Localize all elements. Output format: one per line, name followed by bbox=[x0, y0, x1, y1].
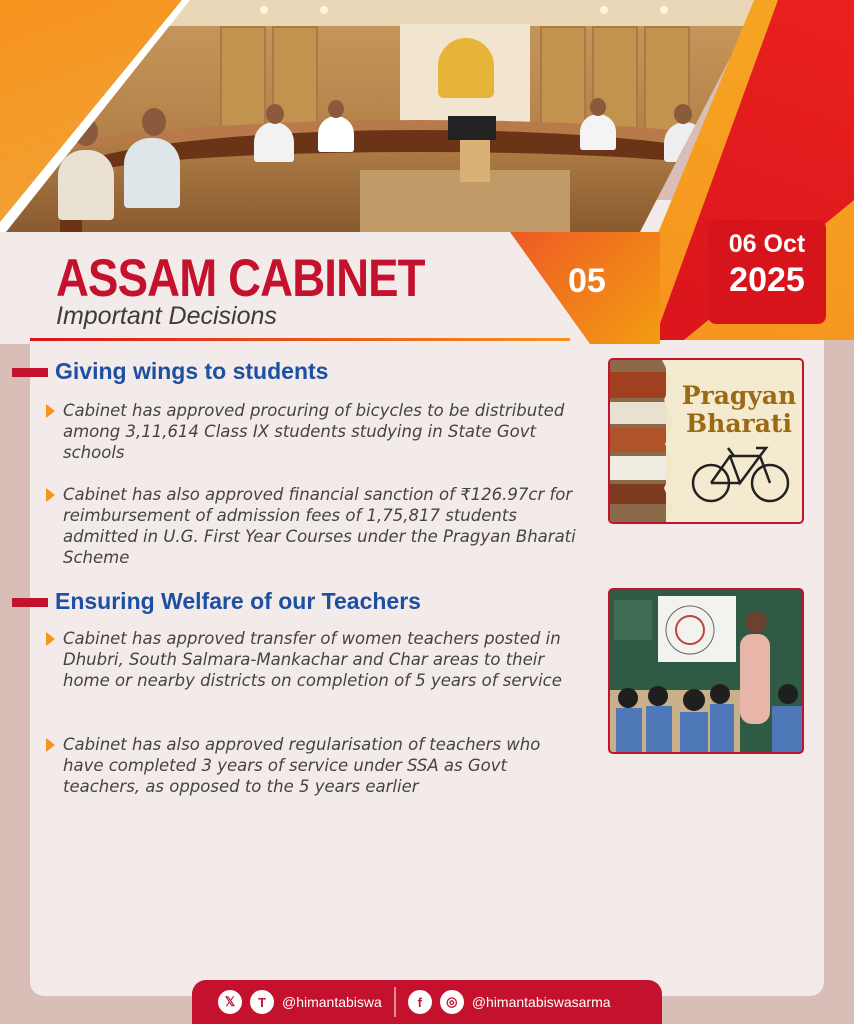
bullet-text: Cabinet has approved procuring of bicycles to be distributed among 3,11,614 Class IX students studying in State Govt schools bbox=[63, 401, 565, 462]
image-caption-line1: Pragyan bbox=[681, 381, 797, 410]
page-title: ASSAM CABINET bbox=[56, 249, 425, 308]
bullet-arrow-icon bbox=[46, 632, 55, 646]
x-icon[interactable]: 𝕏 bbox=[218, 990, 242, 1014]
list-item bbox=[46, 628, 586, 691]
title-underline bbox=[30, 338, 570, 341]
bullet-arrow-icon bbox=[46, 488, 55, 502]
section-title-students: Giving wings to students bbox=[55, 358, 329, 384]
bullet-text: Cabinet has approved transfer of women teachers posted in Dhubri, South Salmara-Mankachar and Char areas to their home or nearby districts on completion of 5 years of service bbox=[63, 629, 562, 690]
list-item bbox=[46, 734, 586, 797]
classroom-teacher-image bbox=[608, 588, 804, 754]
facebook-icon[interactable]: f bbox=[408, 990, 432, 1014]
date-day-month: 06 Oct bbox=[728, 230, 806, 258]
image-caption-line2: Bharati bbox=[686, 409, 792, 438]
date-year: 2025 bbox=[729, 261, 805, 299]
bullet-arrow-icon bbox=[46, 738, 55, 752]
section-marker bbox=[12, 598, 48, 607]
list-item bbox=[46, 484, 586, 568]
bullet-arrow-icon bbox=[46, 404, 55, 418]
handle-secondary[interactable]: @himantabiswasarma bbox=[471, 994, 611, 1010]
bullet-text: Cabinet has also approved regularisation of teachers who have completed 3 years of service under SSA as Govt teachers, as opposed to the 5 years earlier bbox=[63, 735, 541, 796]
social-footer bbox=[192, 980, 662, 1024]
footer-divider bbox=[394, 987, 396, 1017]
list-item bbox=[46, 400, 586, 463]
section-marker bbox=[12, 368, 48, 377]
page-subtitle: Important Decisions bbox=[56, 302, 277, 330]
date-badge bbox=[708, 220, 826, 324]
instagram-icon[interactable]: ◎ bbox=[440, 990, 464, 1014]
section-title-teachers: Ensuring Welfare of our Teachers bbox=[55, 588, 421, 614]
decision-count: 05 bbox=[568, 262, 606, 300]
pragyan-bharati-image bbox=[608, 358, 804, 524]
bullet-text: Cabinet has also approved financial sanction of ₹126.97cr for reimbursement of admission fees of 1,75,817 students admitted in U.G. First Year Courses under the Pragyan Bharati Scheme bbox=[63, 485, 576, 567]
koo-icon[interactable]: T bbox=[250, 990, 274, 1014]
handle-primary[interactable]: @himantabiswa bbox=[282, 994, 382, 1010]
